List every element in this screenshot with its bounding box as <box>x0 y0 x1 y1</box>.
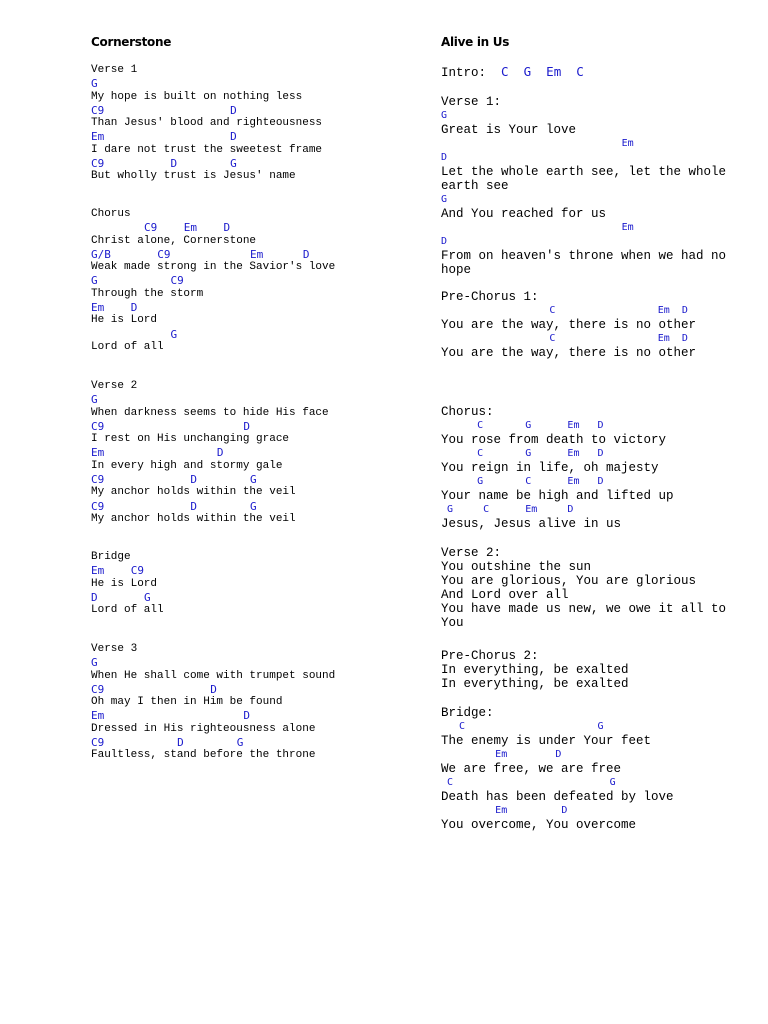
lyric-line: You have made us new, we owe it all to <box>441 602 727 616</box>
section-bridge <box>441 706 674 832</box>
chord-line: C9 D G <box>91 157 237 171</box>
chord-line: G <box>441 110 448 121</box>
lyric-line: hope <box>441 263 472 277</box>
lyric-line: Dressed in His righteousness alone <box>91 722 316 735</box>
chord-line: C9 Em D <box>91 221 231 235</box>
lyric-line: He is Lord <box>91 577 158 590</box>
intro-line <box>441 65 584 79</box>
lyric-line: You are the way, there is no other <box>441 318 697 332</box>
chord-line: Em <box>441 138 634 149</box>
lyric-line: From on heaven's throne when we had no <box>441 249 727 263</box>
chord-line: C9 D <box>91 103 237 117</box>
section-pre-chorus-2 <box>441 649 629 691</box>
lyric-line: Christ alone, Cornerstone <box>91 234 257 247</box>
section-intro <box>441 65 584 79</box>
lyric-line: I dare not trust the sweetest frame <box>91 143 323 156</box>
section-pre-chorus-1 <box>441 290 696 360</box>
section-label: Verse 1 <box>91 64 138 76</box>
chord-line: G <box>91 393 98 407</box>
lyric-line: Let the whole earth see, let the whole <box>441 165 727 179</box>
section-label: Chorus <box>91 208 131 220</box>
section-verse-1 <box>91 64 322 184</box>
section-verse-3 <box>91 643 335 763</box>
lyric-line: You <box>441 616 464 630</box>
lyric-line: You rose from death to victory <box>441 433 667 447</box>
chord-line: C9 D G <box>91 473 257 487</box>
chord-line: C G Em D <box>441 448 604 459</box>
lyric-line: Death has been defeated by love <box>441 790 674 804</box>
lyric-line: The enemy is under Your feet <box>441 734 652 748</box>
chord-line: G C9 <box>91 274 184 288</box>
chord-line: Em D <box>441 805 568 816</box>
chord-line: C G <box>441 721 604 732</box>
lyric-line: In everything, be exalted <box>441 663 629 677</box>
chord-line: Em C9 <box>91 564 144 578</box>
chord-line: G <box>441 194 448 205</box>
lyric-line: Great is Your love <box>441 123 577 137</box>
lyric-line: We are free, we are free <box>441 762 622 776</box>
section-label: Bridge: <box>441 706 494 720</box>
chord-line: Em <box>441 222 634 233</box>
lyric-line: Through the storm <box>91 287 204 300</box>
lyric-line: My anchor holds within the veil <box>91 486 296 499</box>
lyric-line: My anchor holds within the veil <box>91 512 296 525</box>
chord-line: G C Em D <box>441 504 574 515</box>
chord-line: C9 D <box>91 682 217 696</box>
lyric-line: You reign in life, oh majesty <box>441 461 659 475</box>
section-label: Chorus: <box>441 405 494 419</box>
lyric-line: Jesus, Jesus alive in us <box>441 517 622 531</box>
chord-line: G <box>91 327 178 341</box>
lyric-line: But wholly trust is Jesus' name <box>91 170 296 183</box>
lyric-line: In everything, be exalted <box>441 677 629 691</box>
chord-line: G C Em D <box>441 476 604 487</box>
lyric-line: earth see <box>441 179 509 193</box>
lyric-line: When He shall come with trumpet sound <box>91 669 336 682</box>
section-verse-1 <box>441 95 726 277</box>
chord-line: D <box>441 236 448 247</box>
section-label: Pre-Chorus 1: <box>441 290 539 304</box>
section-label: Verse 2: <box>441 546 502 560</box>
lyric-line: You overcome, You overcome <box>441 818 637 832</box>
section-verse-2 <box>441 546 726 630</box>
chord-line: C9 D G <box>91 736 244 750</box>
section-verse-2 <box>91 380 329 526</box>
chord-line: C9 D <box>91 419 250 433</box>
chord-line: D <box>441 152 448 163</box>
chord-line: D G <box>91 590 151 604</box>
chord-line: G <box>91 77 98 91</box>
chord-line: C9 D G <box>91 499 257 513</box>
section-label: Verse 3 <box>91 643 138 655</box>
lyric-line: Lord of all <box>91 604 164 617</box>
lyric-line: I rest on His unchanging grace <box>91 433 290 446</box>
chord-line: Em D <box>91 301 138 315</box>
chord-line: G <box>91 656 98 670</box>
section-bridge <box>91 551 164 617</box>
lyric-line: Weak made strong in the Savior's love <box>91 261 336 274</box>
chord-line: C G <box>441 777 616 788</box>
section-chorus <box>441 405 674 531</box>
lyric-line: Oh may I then in Him be found <box>91 696 283 709</box>
section-label: Pre-Chorus 2: <box>441 649 539 663</box>
lyric-line: Than Jesus' blood and righteousness <box>91 117 323 130</box>
section-label: Intro: <box>441 66 502 80</box>
lyric-line: When darkness seems to hide His face <box>91 406 329 419</box>
chord-line: C G Em D <box>441 420 604 431</box>
section-label: Bridge <box>91 551 131 563</box>
chord-line: Em D <box>441 749 562 760</box>
song-title: Alive in Us <box>441 35 510 49</box>
song-title: Cornerstone <box>91 35 172 49</box>
chord-line: G/B C9 Em D <box>91 247 310 261</box>
lyric-line: He is Lord <box>91 314 158 327</box>
section-chorus <box>91 208 335 354</box>
chord-line: C Em D <box>441 333 688 344</box>
lyric-line: Faultless, stand before the throne <box>91 749 316 762</box>
chord-line: C G Em C <box>501 64 584 79</box>
lyric-line: You are the way, there is no other <box>441 346 697 360</box>
lyric-line: Your name be high and lifted up <box>441 489 674 503</box>
chord-line: Em D <box>91 446 224 460</box>
chord-line: Em D <box>91 130 237 144</box>
lyric-line: Lord of all <box>91 340 164 353</box>
lyric-line: And You reached for us <box>441 207 607 221</box>
chord-line: Em D <box>91 709 250 723</box>
section-label: Verse 1: <box>441 95 502 109</box>
lyric-line: And Lord over all <box>441 588 569 602</box>
section-label: Verse 2 <box>91 380 138 392</box>
lyric-line: You outshine the sun <box>441 560 592 574</box>
lyric-line: My hope is built on nothing less <box>91 90 303 103</box>
lyric-line: You are glorious, You are glorious <box>441 574 697 588</box>
chord-line: C Em D <box>441 305 688 316</box>
lyric-line: In every high and stormy gale <box>91 459 283 472</box>
